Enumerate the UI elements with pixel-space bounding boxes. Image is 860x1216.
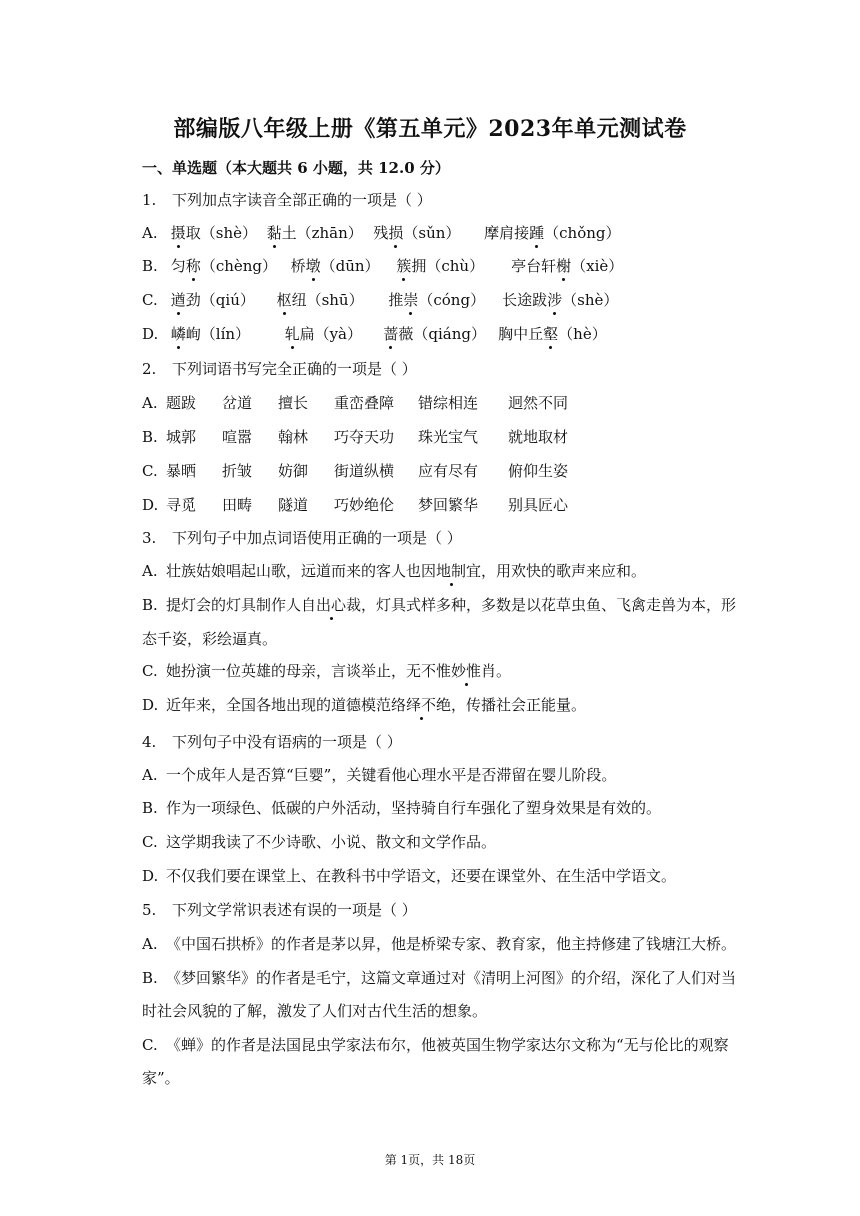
page-title: 部编版八年级上册《第五单元》2023年单元测试卷 <box>173 116 687 142</box>
option-label: B. <box>142 799 158 817</box>
question-number: 3. <box>142 529 157 547</box>
word: 城郭 <box>166 428 197 446</box>
q1-option-b <box>142 256 623 276</box>
option-label: C. <box>142 462 158 480</box>
option-item: 遒劲（qiú） <box>170 291 255 309</box>
word: 巧妙绝伦 <box>334 496 395 514</box>
option-item: 胸中丘壑（hè） <box>498 325 607 343</box>
option-item: 残损（sǔn） <box>373 224 461 242</box>
option-label: B. <box>142 257 158 275</box>
option-label: C. <box>142 1036 158 1054</box>
word: 应有尽有 <box>418 462 479 480</box>
option-label: A. <box>142 224 158 242</box>
question-number: 1. <box>142 191 157 209</box>
question-number: 2. <box>142 360 157 378</box>
word: 巧夺天功 <box>334 428 395 446</box>
word: 岔道 <box>222 394 253 412</box>
option-label: D. <box>142 867 159 885</box>
q1-option-c <box>142 290 618 310</box>
word: 折皱 <box>222 462 253 480</box>
q2-option-d <box>142 495 568 515</box>
option-item: 枢纽（shū） <box>276 291 364 309</box>
option-label: A. <box>142 562 158 580</box>
dotted-phrase: 因地制宜 <box>421 562 482 580</box>
option-label: C. <box>142 662 158 680</box>
q4-option-d: D. 不仅我们要在课堂上、在教科书中学语文，还要在课堂外、在生活中学语文。 <box>142 867 677 885</box>
option-item: 亭台轩榭（xiè） <box>511 257 624 275</box>
page-footer: 第 1页，共 18页 <box>384 1153 476 1167</box>
option-label: D. <box>142 325 159 343</box>
q3-option-a: A. 壮族姑娘唱起山歌，远道而来的客人也因地制宜，用欢快的歌声来应和。 <box>142 562 647 580</box>
question-4 <box>142 732 402 752</box>
word: 错综相连 <box>418 394 479 412</box>
option-label: C. <box>142 291 158 309</box>
word: 梦回繁华 <box>418 496 479 514</box>
word: 题跋 <box>166 394 197 412</box>
q2-option-a <box>142 393 568 413</box>
option-label: A. <box>142 766 158 784</box>
question-1 <box>142 190 432 210</box>
option-label: C. <box>142 833 158 851</box>
option-item: 推崇（cóng） <box>388 291 486 309</box>
word: 迥然不同 <box>508 394 569 412</box>
option-label: A. <box>142 935 158 953</box>
word: 珠光宝气 <box>418 428 479 446</box>
q5-option-c-continued: 家”。 <box>142 1069 180 1087</box>
q5-option-c: C. 《蝉》的作者是法国昆虫学家法布尔，他被英国生物学家达尔文称为“无与伦比的观察 <box>142 1036 729 1054</box>
dotted-phrase: 自出心裁 <box>301 596 362 614</box>
option-item: 蔷薇（qiáng） <box>383 325 486 343</box>
option-label: A. <box>142 394 158 412</box>
option-item: 嶙峋（lín） <box>170 325 251 343</box>
word: 田畴 <box>222 496 253 514</box>
q4-option-c: C. 这学期我读了不少诗歌、小说、散文和文学作品。 <box>142 833 497 851</box>
q4-option-a: A. 一个成年人是否算“巨婴”，关键看他心理水平是否滞留在婴儿阶段。 <box>142 766 617 784</box>
option-label: B. <box>142 428 158 446</box>
q5-option-b: B. 《梦回繁华》的作者是毛宁，这篇文章通过对《清明上河图》的介绍，深化了人们对当 <box>142 969 737 987</box>
question-stem: 下列文学常识表述有误的一项是（ ） <box>172 901 417 919</box>
word: 隧道 <box>278 496 309 514</box>
option-item: 轧扁（yà） <box>284 325 362 343</box>
q3-option-b: B. 提灯会的灯具制作人自出心裁，灯具式样多种，多数是以花草虫鱼、飞禽走兽为本，形 <box>142 596 737 614</box>
option-label: D. <box>142 496 159 514</box>
option-item: 长途跋涉（shè） <box>502 291 619 309</box>
word: 妨御 <box>278 462 309 480</box>
section-heading: 一、单选题（本大题共 6 小题，共 12.0 分） <box>142 159 450 177</box>
option-item: 摩肩接踵（chǒng） <box>484 224 621 242</box>
q4-option-b: B. 作为一项绿色、低碳的户外活动，坚持骑自行车强化了塑身效果是有效的。 <box>142 799 662 817</box>
option-item: 簇拥（chù） <box>396 257 485 275</box>
q5-option-b-continued: 时社会风貌的了解，激发了人们对古代生活的想象。 <box>142 1002 488 1020</box>
question-stem: 下列句子中加点词语使用正确的一项是（ ） <box>172 529 462 547</box>
word: 街道纵横 <box>334 462 395 480</box>
question-stem: 下列加点字读音全部正确的一项是（ ） <box>172 191 432 209</box>
option-label: B. <box>142 596 158 614</box>
word: 暴晒 <box>166 462 197 480</box>
option-label: D. <box>142 696 159 714</box>
question-3 <box>142 528 462 548</box>
q3-option-c: C. 她扮演一位英雄的母亲，言谈举止，无不惟妙惟肖。 <box>142 662 512 680</box>
option-item: 匀称（chèng） <box>170 257 278 275</box>
word: 俯仰生姿 <box>508 462 569 480</box>
word: 重峦叠障 <box>334 394 395 412</box>
question-stem: 下列句子中没有语病的一项是（ ） <box>172 733 402 751</box>
option-item: 桥墩（dūn） <box>290 257 380 275</box>
q2-option-b <box>142 427 568 447</box>
q1-option-a <box>142 223 621 243</box>
dotted-phrase: 惟妙惟肖 <box>436 662 497 680</box>
word: 翰林 <box>278 428 309 446</box>
word: 寻觅 <box>166 496 197 514</box>
word: 别具匠心 <box>508 496 569 514</box>
option-label: B. <box>142 969 158 987</box>
word: 擅长 <box>278 394 309 412</box>
question-stem: 下列词语书写完全正确的一项是（ ） <box>172 360 417 378</box>
q1-option-d <box>142 324 607 344</box>
question-2 <box>142 359 417 379</box>
word: 喧嚣 <box>222 428 253 446</box>
q5-option-a: A. 《中国石拱桥》的作者是茅以昇，他是桥梁专家、教育家，他主持修建了钱塘江大桥。 <box>142 935 737 953</box>
option-item: 黏土（zhān） <box>266 224 363 242</box>
q2-option-c <box>142 461 568 481</box>
q3-option-b-continued: 态千姿，彩绘逼真。 <box>142 630 278 648</box>
dotted-phrase: 络绎不绝 <box>391 696 452 714</box>
question-number: 5. <box>142 901 157 919</box>
option-item: 摄取（shè） <box>170 224 258 242</box>
question-5 <box>142 900 417 920</box>
word: 就地取材 <box>508 428 569 446</box>
q3-option-d: D. 近年来，全国各地出现的道德模范络绎不绝，传播社会正能量。 <box>142 696 587 714</box>
question-number: 4. <box>142 733 157 751</box>
